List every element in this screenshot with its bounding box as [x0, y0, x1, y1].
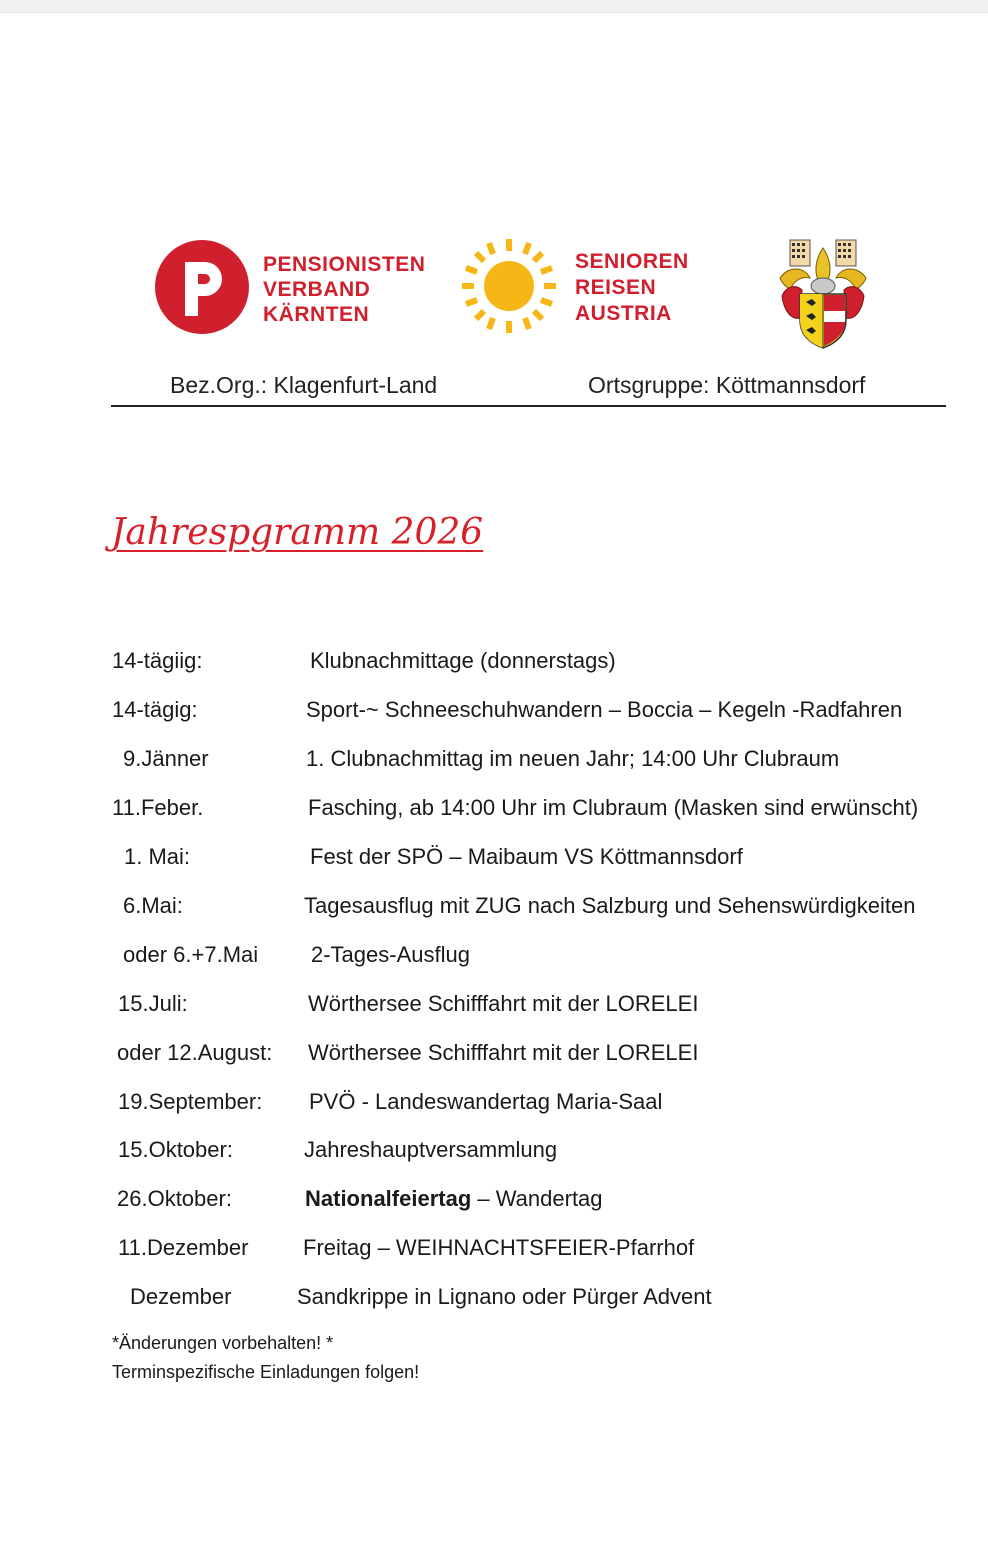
event-row [0, 893, 988, 927]
event-desc [305, 1186, 603, 1212]
event-desc: Wörthersee Schifffahrt mit der LORELEI [308, 991, 699, 1016]
event-date: 11.Feber. [112, 795, 204, 820]
event-desc: Freitag – WEIHNACHTSFEIER-Pfarrhof [303, 1235, 695, 1260]
ortsgruppe-label: Ortsgruppe: Köttmannsdorf [588, 372, 866, 398]
changes-note: *Änderungen vorbehalten! * [112, 1333, 334, 1353]
event-row [0, 1235, 988, 1269]
event-desc: 1. Clubnachmittag im neuen Jahr; 14:00 Uhr Clubraum [306, 746, 840, 771]
event-date: oder 6.+7.Mai [123, 942, 259, 967]
sra-line-1: SENIOREN [575, 250, 689, 273]
event-row [0, 1284, 988, 1318]
pvk-logo-icon [155, 240, 249, 334]
event-desc: Jahreshauptversammlung [304, 1137, 558, 1162]
pvk-line-3: KÄRNTEN [263, 303, 370, 326]
sra-line-2: REISEN [575, 276, 657, 299]
event-date: 1. Mai: [124, 844, 191, 869]
event-row [0, 1040, 988, 1074]
event-row [0, 697, 988, 731]
coat-of-arms-icon [778, 238, 868, 350]
sra-line-3: AUSTRIA [575, 302, 672, 325]
event-row [0, 795, 988, 829]
event-row [0, 1089, 988, 1123]
sra-logo-text [575, 249, 689, 327]
event-row [0, 746, 988, 780]
event-desc: Sandkrippe in Lignano oder Pürger Advent [297, 1284, 712, 1309]
event-row [0, 942, 988, 976]
bez-org-label: Bez.Org.: Klagenfurt-Land [170, 372, 438, 398]
event-row [0, 844, 988, 878]
event-row [0, 991, 988, 1025]
event-desc: Tagesausflug mit ZUG nach Salzburg und Sehenswürdigkeiten [304, 893, 916, 918]
event-date: 14-tägiig: [112, 648, 203, 673]
event-desc: 2-Tages-Ausflug [311, 942, 470, 967]
event-date: 9.Jänner [123, 746, 209, 771]
event-desc: Klubnachmittage (donnerstags) [310, 648, 616, 673]
event-row [0, 1186, 988, 1220]
pvk-line-1: PENSIONISTEN [263, 253, 426, 276]
event-date: oder 12.August: [117, 1040, 273, 1065]
event-date: 26.Oktober: [117, 1186, 232, 1211]
event-row [0, 1137, 988, 1171]
event-desc: PVÖ - Landeswandertag Maria-Saal [309, 1089, 663, 1114]
header-divider [111, 405, 946, 407]
event-desc-rest: – Wandertag [471, 1186, 603, 1211]
event-desc-bold: Nationalfeiertag [305, 1186, 472, 1211]
event-desc: Fasching, ab 14:00 Uhr im Clubraum (Masken sind erwünscht) [308, 795, 919, 820]
event-date: Dezember [130, 1284, 232, 1309]
event-date: 14-tägig: [112, 697, 198, 722]
event-row [0, 648, 988, 682]
pvk-logo-text [263, 252, 425, 327]
page-title: Jahrespgramm 2026 [111, 512, 484, 553]
event-date: 15.Oktober: [118, 1137, 233, 1162]
event-desc: Sport-~ Schneeschuhwandern – Boccia – Kegeln -Radfahren [306, 697, 903, 722]
event-desc: Fest der SPÖ – Maibaum VS Köttmannsdorf [310, 844, 743, 869]
event-date: 19.September: [118, 1089, 263, 1114]
invitations-note: Terminspezifische Einladungen folgen! [112, 1362, 420, 1382]
event-date: 11.Dezember [118, 1235, 249, 1260]
top-status-bar [0, 0, 988, 13]
sun-icon [459, 236, 559, 336]
pvk-line-2: VERBAND [263, 278, 371, 301]
event-desc: Wörthersee Schifffahrt mit der LORELEI [308, 1040, 699, 1065]
event-date: 15.Juli: [118, 991, 188, 1016]
event-date: 6.Mai: [123, 893, 183, 918]
